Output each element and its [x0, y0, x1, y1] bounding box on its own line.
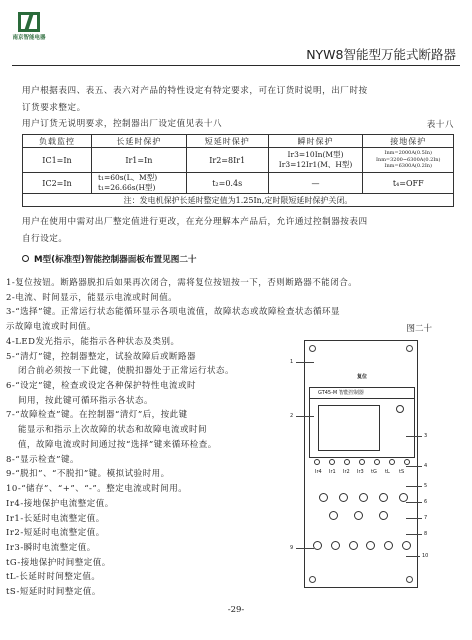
- list-item: 2-电流、时间显示，能显示电流或时间值。: [6, 292, 178, 303]
- callout-leader: [406, 466, 422, 467]
- display-area: [309, 398, 415, 458]
- screw-icon: [309, 345, 316, 352]
- table-cell-long-delay: [91, 173, 186, 194]
- callout-number: 2: [290, 413, 294, 419]
- table-cell: IC1=In: [23, 148, 92, 173]
- table-cell: t₂=0.4s: [186, 173, 268, 194]
- callout-leader: [296, 362, 314, 363]
- callout-leader: [296, 416, 314, 417]
- callout-number: 4: [424, 463, 428, 469]
- led-indicator: [344, 459, 350, 465]
- led-indicator: [314, 459, 320, 465]
- led-label: tL: [385, 469, 390, 475]
- logo-mark: [18, 12, 40, 32]
- function-button[interactable]: [349, 541, 358, 550]
- table-note-row: [23, 194, 454, 207]
- led-indicator-row: [309, 459, 415, 465]
- led-label: Ir3: [357, 469, 364, 475]
- setting-knob[interactable]: [319, 493, 328, 502]
- display-screen: [318, 405, 380, 451]
- table-row: [23, 173, 454, 194]
- list-item: 9-“脱扣”、“不脱扣”键。模拟试验时用。: [6, 469, 170, 480]
- logo-text: 南京智能电器: [12, 35, 46, 41]
- callout-leader: [406, 556, 420, 557]
- page-number: -29-: [227, 605, 245, 615]
- setting-knob[interactable]: [399, 493, 408, 502]
- select-button[interactable]: [396, 405, 404, 413]
- setting-knob-row: [309, 487, 415, 527]
- controller-model-label: GT45-M 智能控制器: [309, 387, 415, 398]
- setting-knob[interactable]: [359, 493, 368, 502]
- callout-number: 3: [424, 433, 428, 439]
- function-button[interactable]: [402, 541, 411, 550]
- list-item: 10-“储存”、“+”、“-”。整定电流或时间用。: [6, 484, 188, 495]
- table-note: 注：发电机保护长延时整定值为1.25In,定时限短延时保护关闭。: [23, 194, 454, 207]
- table-cell: Ir1=In: [91, 148, 186, 173]
- list-item: 6-“设定”键，检查或设定各种保护特性电流或时: [6, 381, 196, 392]
- led-label: Ir1: [329, 469, 336, 475]
- list-item: 能显示和指示上次故障的状态和故障电流或时间: [18, 425, 208, 436]
- callout-number: 1: [290, 359, 294, 365]
- list-item: tL-长延时时间整定值。: [6, 572, 101, 583]
- callout-number: 7: [424, 515, 428, 521]
- default-settings-table: [22, 134, 454, 207]
- page-header-title: NYW8智能型万能式断路器: [306, 47, 456, 62]
- screw-icon: [406, 576, 413, 583]
- table-header-cell: 短延时保护: [186, 135, 268, 148]
- led-indicator: [329, 459, 335, 465]
- screw-icon: [406, 345, 413, 352]
- table-cell: t₄=OFF: [363, 173, 454, 194]
- figure-label: 图二十: [406, 324, 432, 334]
- list-item: 间用，按此键可循环指示各状态。: [18, 395, 154, 406]
- led-label: Ir2: [343, 469, 350, 475]
- table-cell-ground: [363, 148, 454, 173]
- intro-line: 订货要求整定。: [22, 102, 86, 113]
- setting-knob[interactable]: [354, 511, 363, 520]
- list-item: 示故障电流或时间值。: [6, 322, 97, 333]
- led-label: Ir4: [315, 469, 322, 475]
- list-item: Ir1-长延时电流整定值。: [6, 513, 105, 524]
- list-item: 3-“选择”键。正常运行状态能循环显示各项电流值，故障状态或故障检查状态循环显: [6, 307, 340, 318]
- section-heading: [22, 253, 197, 265]
- list-item: 4-LED发光指示，能指示各种状态及类别。: [6, 336, 180, 347]
- callout-leader: [406, 534, 422, 535]
- list-item: 值，故障电流或时间通过按“选择”键来循环检查。: [18, 439, 217, 450]
- table-header-cell: 瞬时保护: [268, 135, 363, 148]
- led-indicator: [374, 459, 380, 465]
- led-indicator: [404, 459, 410, 465]
- controller-panel: [304, 340, 418, 588]
- cell-line: Ir3=12Ir1(M、H型): [278, 160, 353, 169]
- callout-number: 10: [422, 553, 429, 559]
- setting-knob[interactable]: [379, 493, 388, 502]
- setting-knob[interactable]: [339, 493, 348, 502]
- usage-line: 用户在使用中需对出厂整定值进行更改，在充分理解本产品后，允许通过控制器按表四: [22, 217, 368, 227]
- list-item: Ir4-接地保护电流整定值。: [6, 498, 114, 509]
- table-header-cell: 接地保护: [363, 135, 454, 148]
- list-item: 5-“清灯”键，控制器整定，试验故障后或断路器: [6, 351, 196, 362]
- callout-number: 8: [424, 531, 428, 537]
- table-header-cell: 负载监控: [23, 135, 92, 148]
- setting-knob[interactable]: [379, 511, 388, 520]
- function-button[interactable]: [313, 541, 322, 550]
- intro-line: 用户根据表四、表五、表六对产品的特性设定有特定要求，可在订货时说明，出厂时按: [22, 86, 368, 96]
- callout-leader: [406, 518, 422, 519]
- cell-line: Inm=3200~6300A(0.2In): [376, 156, 441, 163]
- led-label: tS: [399, 469, 405, 475]
- led-indicator: [359, 459, 365, 465]
- company-logo: [12, 12, 46, 42]
- callout-leader: [406, 502, 422, 503]
- table-label: 表十八: [426, 120, 454, 130]
- table-cell: IC2=In: [23, 173, 92, 194]
- table-cell-instant: [268, 148, 363, 173]
- intro-line: 用户订货无说明要求，控制器出厂设定值见表十八: [22, 119, 223, 129]
- table-row: [23, 148, 454, 173]
- usage-line: 自行设定。: [22, 233, 68, 244]
- list-item: 闭合前必须按一下此键，使脱扣器处于正常运行状态。: [18, 366, 235, 377]
- controller-panel-figure: [288, 337, 440, 593]
- setting-knob[interactable]: [329, 511, 338, 520]
- function-button[interactable]: [331, 541, 340, 550]
- list-item: tG-接地保护时间整定值。: [6, 557, 111, 568]
- table-header-cell: 长延时保护: [91, 135, 186, 148]
- led-label: tG: [371, 469, 377, 475]
- cell-line: t₁=60s(L、M型): [97, 173, 158, 182]
- function-button[interactable]: [384, 541, 393, 550]
- section-title: M型(标准型)智能控制器面板布置见图二十: [34, 255, 197, 265]
- screw-icon: [309, 576, 316, 583]
- callout-number: 6: [424, 499, 428, 505]
- cell-line: Inm=2000A(0.5In): [384, 150, 432, 157]
- table-cell: —: [268, 173, 363, 194]
- callout-number: 9: [290, 545, 294, 551]
- table-header-row: [23, 135, 454, 148]
- list-item: Ir2-短延时电流整定值。: [6, 528, 105, 539]
- usage-paragraph: [22, 214, 368, 247]
- table-cell: Ir2=8Ir1: [186, 148, 268, 173]
- intro-paragraph: [22, 83, 368, 133]
- list-item: tS-短延时时间整定值。: [6, 587, 101, 598]
- circle-bullet-icon: [22, 255, 29, 262]
- list-item: 1-复位按钮。断路器脱扣后如果再次闭合，需将复位按钮按一下，否则断路器不能闭合。: [6, 278, 358, 288]
- list-item: 7-“故障检查”键。在控制器“清灯”后，按此键: [6, 410, 188, 421]
- callout-leader: [406, 436, 422, 437]
- callout-number: 5: [424, 483, 428, 489]
- callout-leader: [296, 548, 314, 549]
- cell-line: Ir3=10In(M型): [287, 150, 344, 159]
- list-item: Ir3-瞬时电流整定值。: [6, 542, 96, 553]
- reset-label: 复位: [356, 374, 367, 380]
- callout-leader: [406, 486, 422, 487]
- function-button[interactable]: [366, 541, 375, 550]
- function-button-row: [309, 541, 415, 550]
- list-item: 8-“显示检查”键。: [6, 454, 79, 465]
- cell-line: t₁=26.66s(H型): [97, 183, 156, 192]
- led-indicator: [389, 459, 395, 465]
- cell-line: Inm=6300A(0.2In): [384, 163, 432, 170]
- header-divider: [12, 65, 460, 66]
